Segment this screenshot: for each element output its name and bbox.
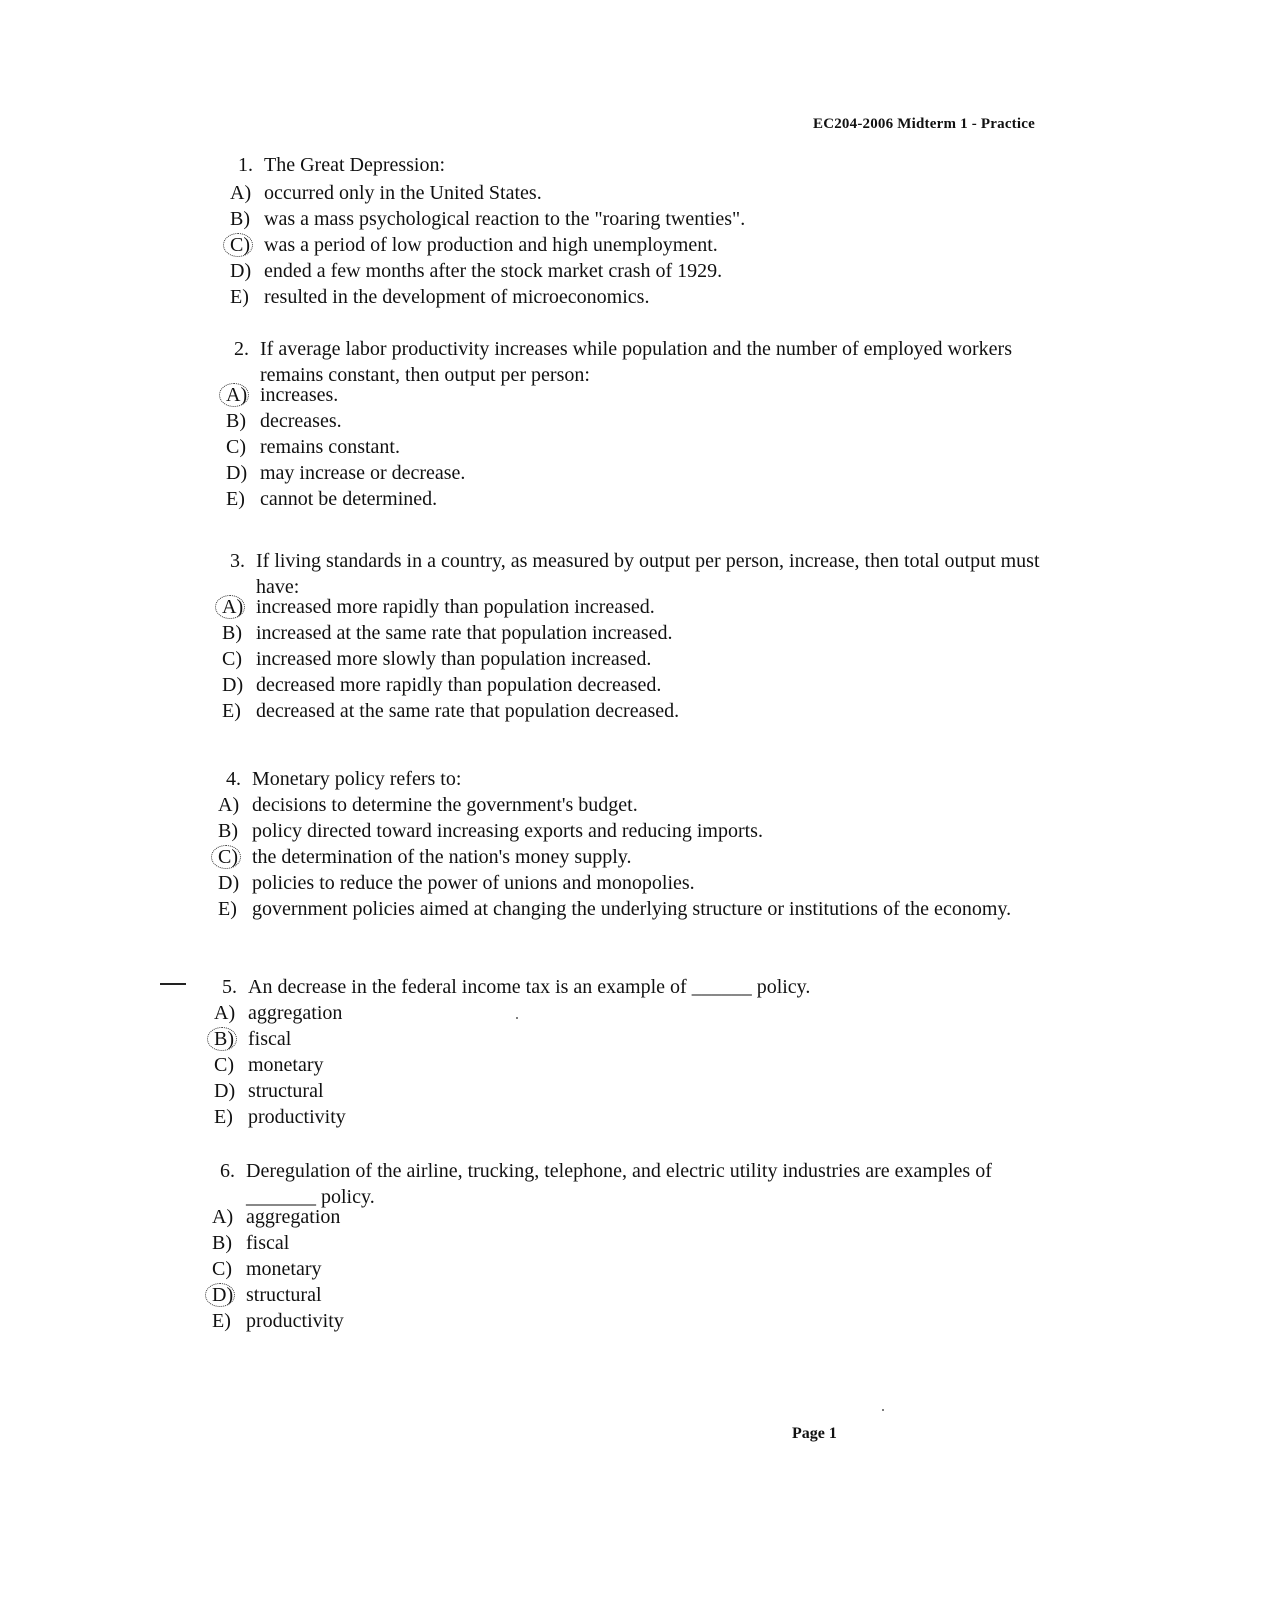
answer-option[interactable] <box>214 1104 346 1130</box>
option-text: decreases. <box>260 410 342 432</box>
option-letter-circled: C) <box>218 844 252 870</box>
option-letter: D) <box>214 1080 236 1102</box>
option-text: was a mass psychological reaction to the "roaring twenties". <box>264 208 746 230</box>
question-4 <box>0 766 1280 920</box>
option-text: aggregation <box>248 1002 343 1024</box>
answer-option[interactable] <box>214 1052 324 1078</box>
option-letter: B) <box>212 1232 232 1254</box>
answer-option[interactable] <box>222 672 661 698</box>
question-stem: An decrease in the federal income tax is an example of ______ policy. <box>248 976 811 998</box>
answer-option[interactable] <box>230 284 649 310</box>
answer-option[interactable] <box>226 486 437 512</box>
option-letter: E) <box>214 1106 233 1128</box>
option-letter: A) <box>218 794 240 816</box>
option-text: ended a few months after the stock market crash of 1929. <box>264 260 723 282</box>
option-letter: D) <box>222 674 244 696</box>
option-letter: E) <box>230 286 249 308</box>
question-stem: The Great Depression: <box>264 154 446 176</box>
answer-option[interactable] <box>218 896 1018 922</box>
option-letter: A) <box>214 1002 236 1024</box>
question-5 <box>0 974 1280 1128</box>
option-text: cannot be determined. <box>260 488 438 510</box>
option-text: resulted in the development of microeconomics. <box>264 286 650 308</box>
option-text: aggregation <box>246 1206 341 1228</box>
answer-option[interactable] <box>212 1308 344 1334</box>
option-letter: B) <box>218 820 238 842</box>
question-2 <box>0 336 1280 510</box>
question-1 <box>0 152 1280 308</box>
option-text: was a period of low production and high unemployment. <box>264 234 718 256</box>
answer-option[interactable] <box>222 620 672 646</box>
option-text: may increase or decrease. <box>260 462 466 484</box>
option-text: increased more rapidly than population increased. <box>256 596 655 618</box>
option-text: the determination of the nation's money supply. <box>252 846 632 868</box>
answer-option[interactable] <box>230 258 722 284</box>
option-letter: B) <box>222 622 242 644</box>
question-number: 4. <box>226 768 241 790</box>
option-text: structural <box>246 1284 322 1306</box>
option-text: policies to reduce the power of unions and monopolies. <box>252 872 695 894</box>
option-text: occurred only in the United States. <box>264 182 542 204</box>
answer-option[interactable] <box>218 818 763 844</box>
option-letter: D) <box>226 462 248 484</box>
question-number: 1. <box>238 154 253 176</box>
question-stem: Monetary policy refers to: <box>252 768 462 790</box>
option-letter: C) <box>212 1258 232 1280</box>
answer-option[interactable] <box>222 646 651 672</box>
option-text: fiscal <box>246 1232 290 1254</box>
answer-option-selected[interactable] <box>230 232 718 258</box>
option-text: decreased at the same rate that population decreased. <box>256 700 680 722</box>
option-letter-circled: A) <box>226 382 260 408</box>
question-number: 3. <box>230 550 245 572</box>
option-letter-circled: C) <box>230 232 264 258</box>
option-text: increased at the same rate that population increased. <box>256 622 673 644</box>
answer-option-selected[interactable] <box>214 1026 291 1052</box>
question-stem: If living standards in a country, as measured by output per person, increase, then total output must have: <box>256 550 1045 598</box>
answer-option[interactable] <box>212 1204 340 1230</box>
option-letter: D) <box>218 872 240 894</box>
option-letter: E) <box>222 700 241 722</box>
answer-option-selected[interactable] <box>218 844 631 870</box>
answer-option[interactable] <box>226 408 342 434</box>
question-number: 6. <box>220 1160 235 1182</box>
question-6 <box>0 1158 1280 1332</box>
option-letter-circled: B) <box>214 1026 248 1052</box>
option-text: increases. <box>260 384 339 406</box>
answer-option[interactable] <box>230 206 745 232</box>
option-letter: C) <box>226 436 246 458</box>
option-letter: E) <box>212 1310 231 1332</box>
answer-option[interactable] <box>230 180 542 206</box>
option-letter: C) <box>222 648 242 670</box>
answer-option[interactable] <box>214 1078 324 1104</box>
option-text: monetary <box>246 1258 322 1280</box>
option-letter: D) <box>230 260 252 282</box>
question-3 <box>0 548 1280 722</box>
option-text: remains constant. <box>260 436 400 458</box>
answer-option[interactable] <box>226 460 465 486</box>
option-text: fiscal <box>248 1028 292 1050</box>
option-letter: E) <box>218 898 237 920</box>
option-letter-circled: D) <box>212 1282 246 1308</box>
question-number: 2. <box>234 338 249 360</box>
option-text: structural <box>248 1080 324 1102</box>
answer-option[interactable] <box>226 434 400 460</box>
answer-option-selected[interactable] <box>222 594 655 620</box>
page-number: Page 1 <box>792 1425 837 1442</box>
option-letter: A) <box>230 182 252 204</box>
option-letter: B) <box>230 208 250 230</box>
answer-option-selected[interactable] <box>226 382 338 408</box>
option-letter: A) <box>212 1206 234 1228</box>
question-number: 5. <box>222 976 237 998</box>
answer-option[interactable] <box>222 698 679 724</box>
option-text: productivity <box>246 1310 344 1332</box>
question-stem: If average labor productivity increases while population and the number of employed workers remains constant, then output per person: <box>260 338 1017 386</box>
answer-option[interactable] <box>218 870 695 896</box>
page-header: EC204-2006 Midterm 1 - Practice <box>813 116 1035 132</box>
option-letter-circled: A) <box>222 594 256 620</box>
option-letter: C) <box>214 1054 234 1076</box>
scan-speck <box>516 1017 518 1019</box>
option-text: policy directed toward increasing exports and reducing imports. <box>252 820 763 842</box>
option-text: monetary <box>248 1054 324 1076</box>
option-text: productivity <box>248 1106 346 1128</box>
answer-option[interactable] <box>214 1000 342 1026</box>
option-letter: E) <box>226 488 245 510</box>
answer-option-selected[interactable] <box>212 1282 322 1308</box>
answer-option[interactable] <box>218 792 638 818</box>
option-text: government policies aimed at changing the underlying structure or institutions of the economy. <box>252 898 1012 920</box>
option-text: increased more slowly than population increased. <box>256 648 652 670</box>
option-text: decisions to determine the government's budget. <box>252 794 638 816</box>
scan-speck <box>882 1409 884 1411</box>
option-letter: B) <box>226 410 246 432</box>
answer-option[interactable] <box>212 1256 322 1282</box>
question-stem: Deregulation of the airline, trucking, telephone, and electric utility industries are examples of _______ policy. <box>246 1160 997 1208</box>
option-text: decreased more rapidly than population decreased. <box>256 674 662 696</box>
answer-option[interactable] <box>212 1230 289 1256</box>
